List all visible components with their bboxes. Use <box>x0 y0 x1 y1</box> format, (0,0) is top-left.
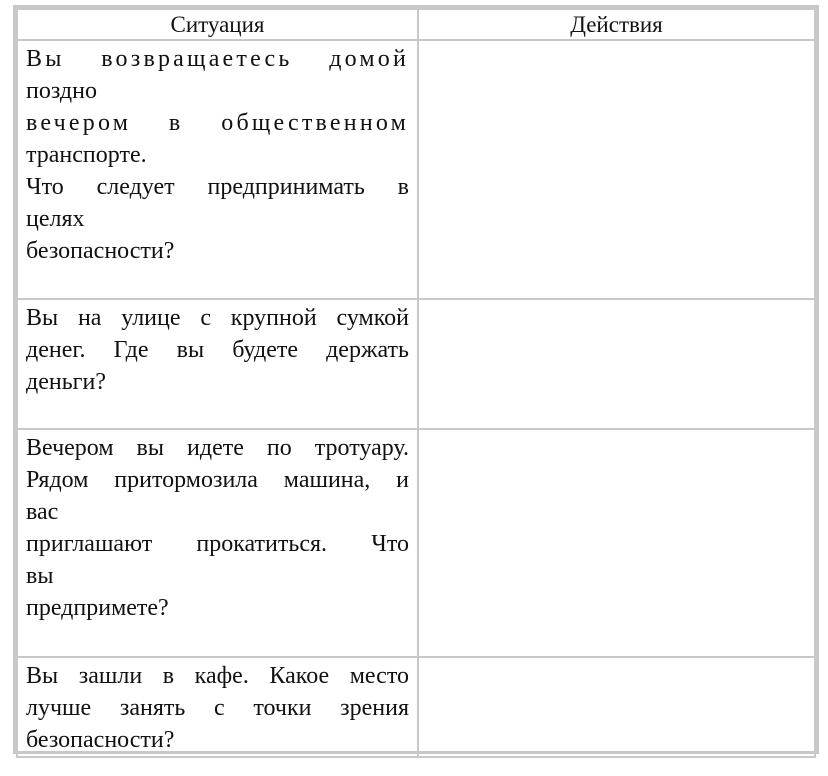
situation-line: вас <box>26 499 59 525</box>
situation-line: безопасности? <box>26 727 175 753</box>
situation-line: Вы зашли в кафе. Какое место <box>26 663 409 689</box>
situation-cell <box>17 299 418 429</box>
situation-line: приглашают прокатиться. Что <box>26 531 409 557</box>
situations-table <box>16 8 816 758</box>
action-cell[interactable] <box>418 299 815 429</box>
situation-line: лучше занять с точки зрения <box>26 695 409 721</box>
header-actions: Действия <box>418 9 815 40</box>
situation-line: Рядом притормозила машина, и <box>26 467 409 493</box>
situations-table-frame <box>13 5 819 754</box>
situation-line: вечером в общественном <box>26 110 409 136</box>
situation-line: предпримете? <box>26 595 169 621</box>
situation-line: транспорте. <box>26 142 147 168</box>
situation-line: вы <box>26 563 54 589</box>
table-row <box>17 299 815 429</box>
table-row <box>17 40 815 299</box>
table-row <box>17 429 815 657</box>
situation-cell <box>17 429 418 657</box>
situation-cell <box>17 40 418 299</box>
situation-line: Вечером вы идете по тротуару. <box>26 435 409 461</box>
situation-line: безопасности? <box>26 238 175 264</box>
situation-line: денег. Где вы будете держать <box>26 337 409 363</box>
situation-line: Что следует предпринимать в <box>26 174 409 200</box>
situation-line: деньги? <box>26 369 106 395</box>
situation-line: целях <box>26 206 85 232</box>
action-cell[interactable] <box>418 657 815 757</box>
situation-line: Вы возвращаетесь домой <box>26 46 409 72</box>
situation-line: Вы на улице с крупной сумкой <box>26 305 409 331</box>
header-situation: Ситуация <box>17 9 418 40</box>
situation-cell <box>17 657 418 757</box>
table-header-row <box>17 9 815 40</box>
table-row <box>17 657 815 757</box>
action-cell[interactable] <box>418 429 815 657</box>
situation-line: поздно <box>26 78 97 104</box>
action-cell[interactable] <box>418 40 815 299</box>
